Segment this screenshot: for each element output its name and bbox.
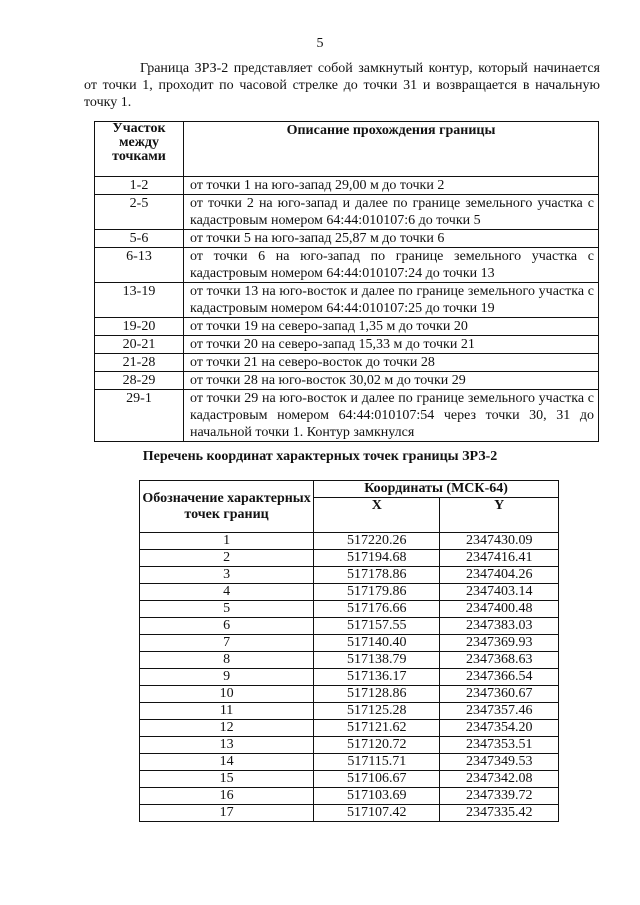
coord-cell-x: 517115.71 xyxy=(314,754,440,771)
coord-cell-x: 517106.67 xyxy=(314,771,440,788)
segment-cell: 29-1 xyxy=(95,390,184,442)
description-cell: от точки 29 на юго-восток и далее по границе земельного участка с кадастровым номером 64:44:010107:54 через точки 30, 31 до начальной точки 1. Контур замкнулся xyxy=(184,390,599,442)
coords-row xyxy=(140,550,559,567)
coord-cell-y: 2347416.41 xyxy=(440,550,559,567)
page-number: 5 xyxy=(316,36,324,51)
boundary-row xyxy=(95,195,599,230)
coord-cell-x: 517125.28 xyxy=(314,703,440,720)
segment-cell: 20-21 xyxy=(95,336,184,354)
coords-row xyxy=(140,771,559,788)
coord-cell-y: 2347404.26 xyxy=(440,567,559,584)
boundary-row xyxy=(95,354,599,372)
boundary-table xyxy=(94,121,599,442)
coord-cell-y: 2347366.54 xyxy=(440,669,559,686)
boundary-row xyxy=(95,248,599,283)
coord-cell-x: 517138.79 xyxy=(314,652,440,669)
description-header: Описание прохождения границы xyxy=(184,122,599,177)
description-cell: от точки 13 на юго-восток и далее по границе земельного участка с кадастровым номером 64:44:010107:25 до точки 19 xyxy=(184,283,599,318)
coord-cell-y: 2347353.51 xyxy=(440,737,559,754)
coord-cell-y: 2347383.03 xyxy=(440,618,559,635)
coord-cell-x: 517120.72 xyxy=(314,737,440,754)
boundary-row xyxy=(95,230,599,248)
coord-cell-n: 16 xyxy=(140,788,314,805)
coords-row xyxy=(140,601,559,618)
segment-cell: 1-2 xyxy=(95,177,184,195)
coord-cell-y: 2347400.48 xyxy=(440,601,559,618)
coord-cell-n: 12 xyxy=(140,720,314,737)
coord-cell-x: 517128.86 xyxy=(314,686,440,703)
designation-header: Обозначение характерных точек границ xyxy=(140,481,314,533)
coords-row xyxy=(140,635,559,652)
coords-row xyxy=(140,652,559,669)
coords-row xyxy=(140,754,559,771)
coord-cell-y: 2347403.14 xyxy=(440,584,559,601)
x-header: X xyxy=(314,498,440,533)
coords-row xyxy=(140,720,559,737)
coord-cell-y: 2347369.93 xyxy=(440,635,559,652)
coord-cell-n: 10 xyxy=(140,686,314,703)
coord-cell-x: 517140.40 xyxy=(314,635,440,652)
coords-table-body xyxy=(140,533,559,822)
coord-cell-y: 2347368.63 xyxy=(440,652,559,669)
boundary-row xyxy=(95,390,599,442)
coord-cell-x: 517157.55 xyxy=(314,618,440,635)
coords-table xyxy=(139,480,559,822)
segment-cell: 13-19 xyxy=(95,283,184,318)
coord-cell-x: 517103.69 xyxy=(314,788,440,805)
coord-cell-n: 5 xyxy=(140,601,314,618)
coord-cell-x: 517179.86 xyxy=(314,584,440,601)
coords-header-row-1 xyxy=(140,481,559,498)
coord-cell-n: 17 xyxy=(140,805,314,822)
coord-cell-n: 7 xyxy=(140,635,314,652)
boundary-table-body xyxy=(95,177,599,442)
coord-cell-n: 8 xyxy=(140,652,314,669)
coords-row xyxy=(140,686,559,703)
segment-cell: 6-13 xyxy=(95,248,184,283)
coord-cell-n: 9 xyxy=(140,669,314,686)
description-cell: от точки 1 на юго-запад 29,00 м до точки 2 xyxy=(184,177,599,195)
coords-row xyxy=(140,737,559,754)
coord-cell-x: 517121.62 xyxy=(314,720,440,737)
coord-cell-y: 2347430.09 xyxy=(440,533,559,550)
segment-cell: 21-28 xyxy=(95,354,184,372)
coord-cell-n: 6 xyxy=(140,618,314,635)
coords-row xyxy=(140,788,559,805)
description-cell: от точки 5 на юго-запад 25,87 м до точки 6 xyxy=(184,230,599,248)
coord-cell-n: 4 xyxy=(140,584,314,601)
coord-cell-n: 3 xyxy=(140,567,314,584)
description-cell: от точки 20 на северо-запад 15,33 м до точки 21 xyxy=(184,336,599,354)
coord-cell-x: 517176.66 xyxy=(314,601,440,618)
coord-cell-y: 2347354.20 xyxy=(440,720,559,737)
description-cell: от точки 28 на юго-восток 30,02 м до точки 29 xyxy=(184,372,599,390)
coords-title: Перечень координат характерных точек границы ЗРЗ-2 xyxy=(142,449,498,464)
y-header: Y xyxy=(440,498,559,533)
coord-cell-x: 517194.68 xyxy=(314,550,440,567)
coord-cell-n: 13 xyxy=(140,737,314,754)
boundary-row xyxy=(95,372,599,390)
description-cell: от точки 19 на северо-запад 1,35 м до точки 20 xyxy=(184,318,599,336)
description-cell: от точки 21 на северо-восток до точки 28 xyxy=(184,354,599,372)
coord-cell-x: 517220.26 xyxy=(314,533,440,550)
description-cell: от точки 2 на юго-запад и далее по границе земельного участка с кадастровым номером 64:44:010107:6 до точки 5 xyxy=(184,195,599,230)
coords-row xyxy=(140,567,559,584)
boundary-table-header xyxy=(95,122,599,177)
boundary-row xyxy=(95,177,599,195)
segment-cell: 28-29 xyxy=(95,372,184,390)
coord-cell-n: 1 xyxy=(140,533,314,550)
coords-row xyxy=(140,703,559,720)
coords-header: Координаты (МСК-64) xyxy=(314,481,559,498)
coord-cell-y: 2347357.46 xyxy=(440,703,559,720)
boundary-row xyxy=(95,283,599,318)
coords-row xyxy=(140,618,559,635)
coord-cell-y: 2347339.72 xyxy=(440,788,559,805)
coord-cell-n: 15 xyxy=(140,771,314,788)
coord-cell-n: 2 xyxy=(140,550,314,567)
segment-cell: 5-6 xyxy=(95,230,184,248)
description-cell: от точки 6 на юго-запад по границе земельного участка с кадастровым номером 64:44:010107:24 до точки 13 xyxy=(184,248,599,283)
segment-header: Участок между точками xyxy=(95,122,184,177)
coord-cell-y: 2347342.08 xyxy=(440,771,559,788)
coord-cell-y: 2347360.67 xyxy=(440,686,559,703)
coord-cell-n: 14 xyxy=(140,754,314,771)
intro-paragraph: Граница ЗРЗ-2 представляет собой замкнутый контур, который начинается от точки 1, проходит по часовой стрелке до точки 31 и возвращается в начальную точку 1. xyxy=(84,61,600,110)
segment-cell: 19-20 xyxy=(95,318,184,336)
coords-row xyxy=(140,533,559,550)
boundary-row xyxy=(95,318,599,336)
coord-cell-y: 2347349.53 xyxy=(440,754,559,771)
coords-row xyxy=(140,669,559,686)
coords-row xyxy=(140,805,559,822)
coords-row xyxy=(140,584,559,601)
coord-cell-x: 517136.17 xyxy=(314,669,440,686)
boundary-row xyxy=(95,336,599,354)
segment-cell: 2-5 xyxy=(95,195,184,230)
coord-cell-x: 517178.86 xyxy=(314,567,440,584)
coord-cell-y: 2347335.42 xyxy=(440,805,559,822)
coord-cell-x: 517107.42 xyxy=(314,805,440,822)
coord-cell-n: 11 xyxy=(140,703,314,720)
